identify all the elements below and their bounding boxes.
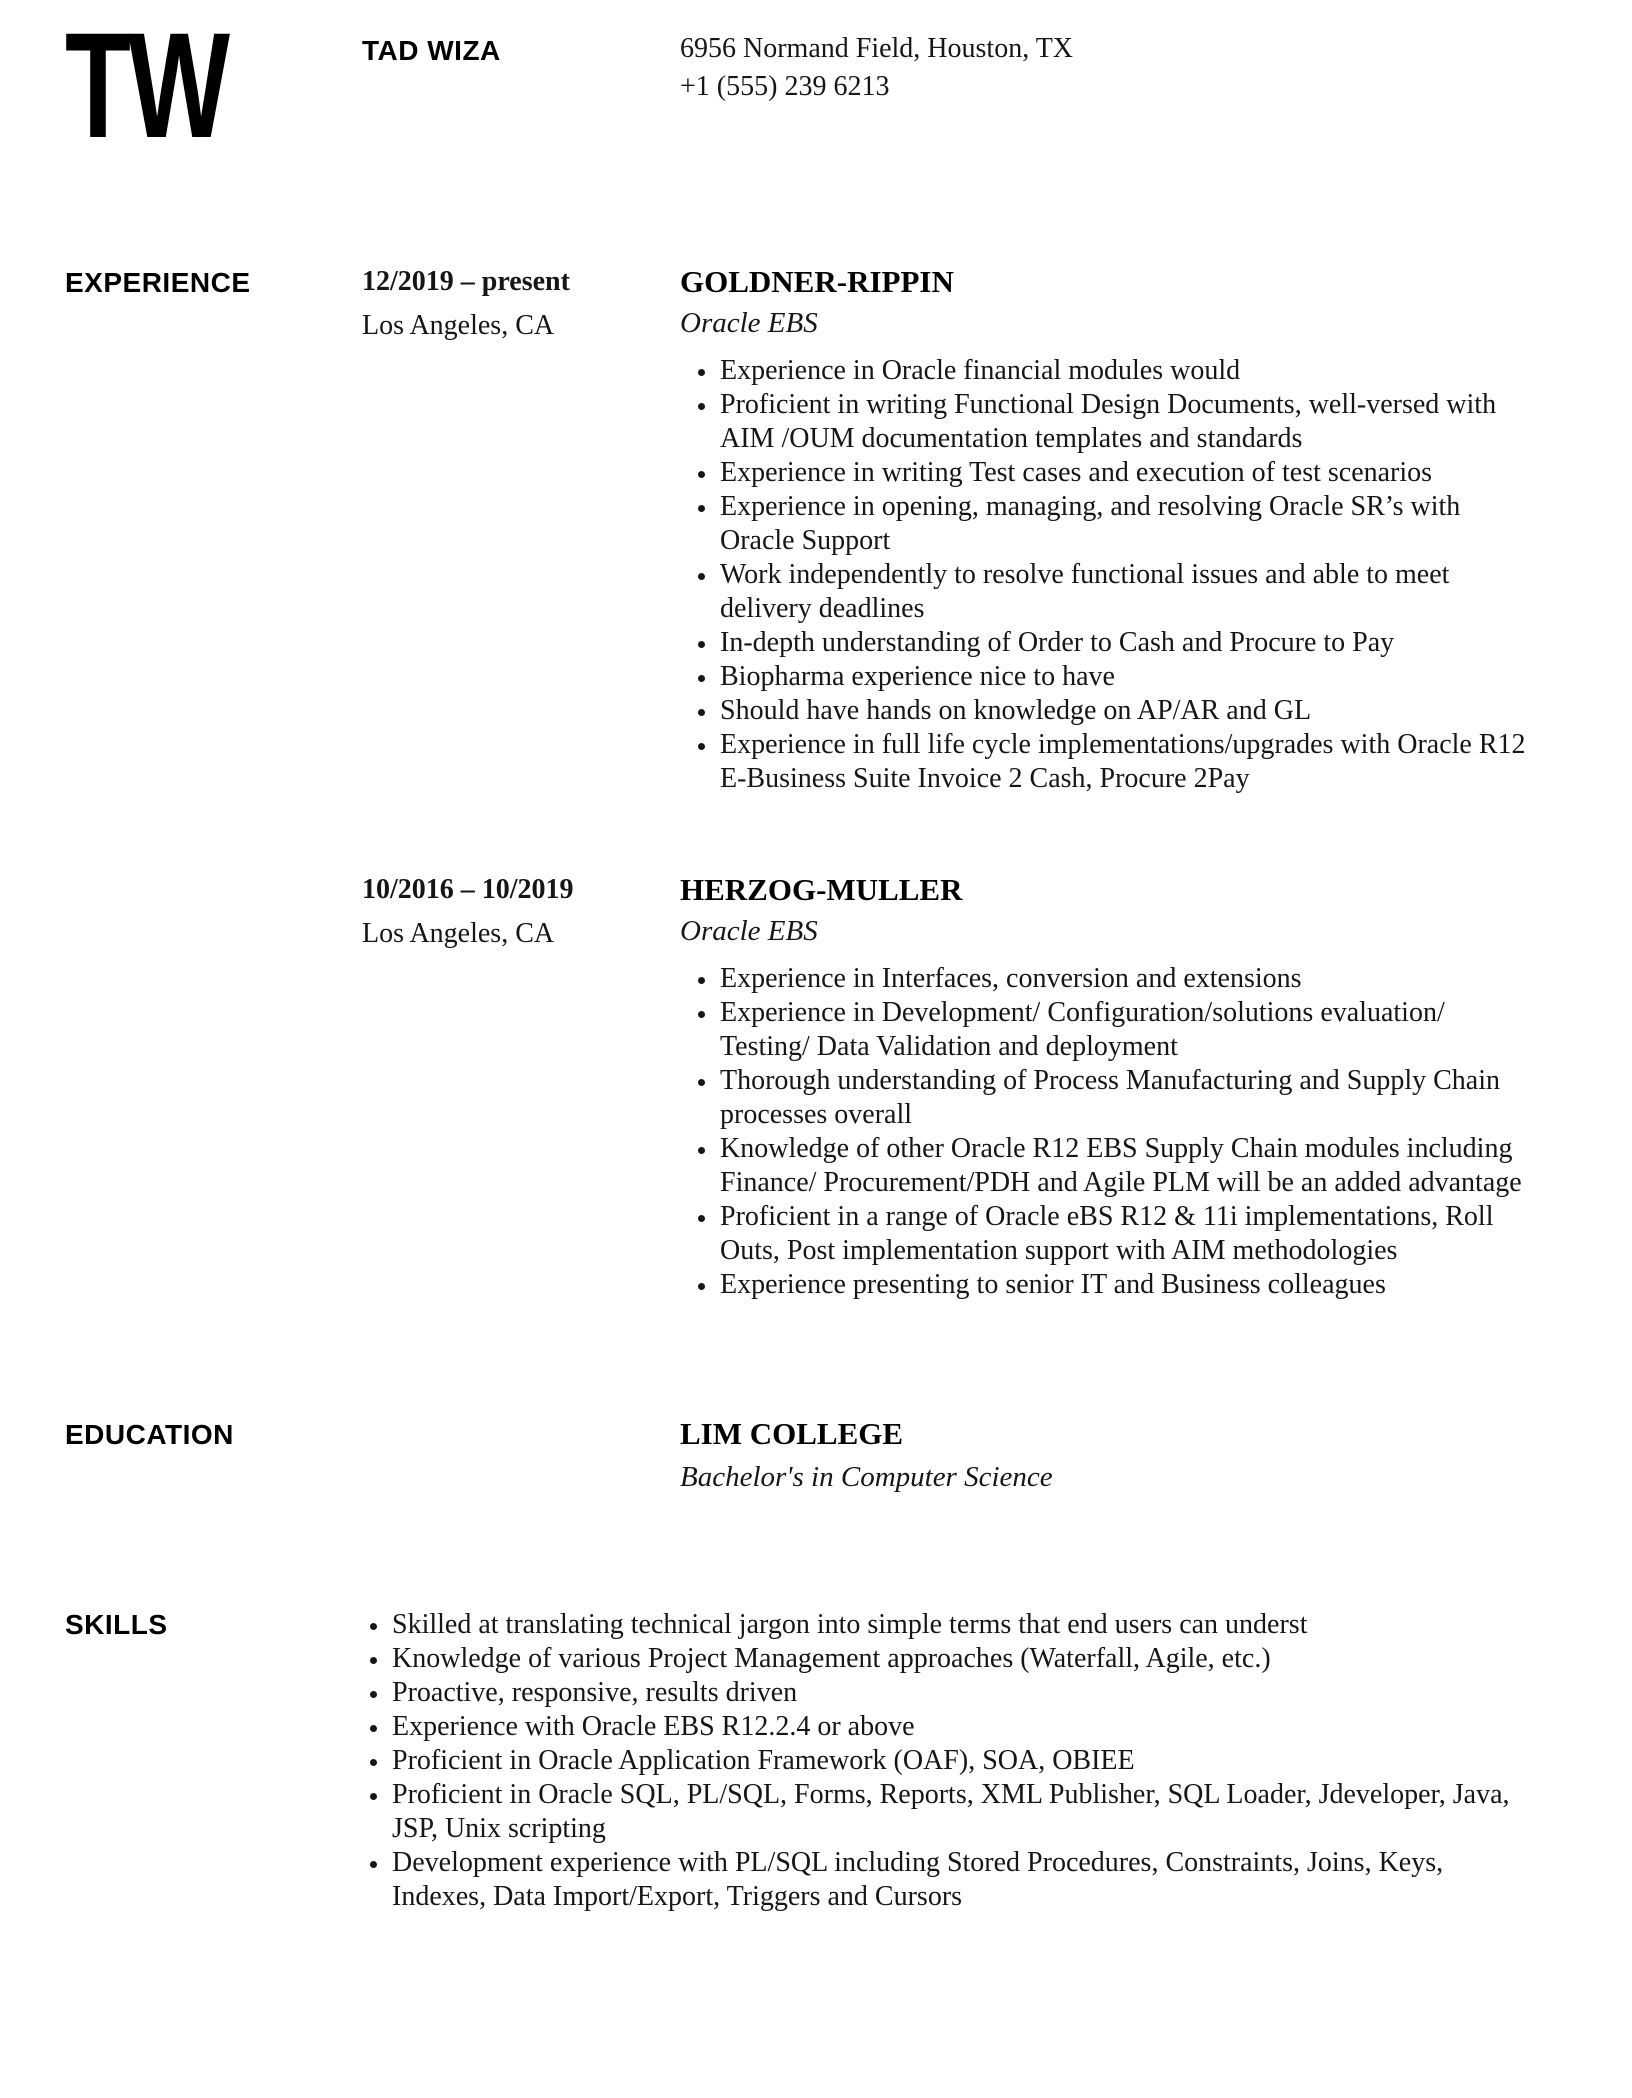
bullet-item: • Proficient in Oracle SQL, PL/SQL, Forms, Reports, XML Publisher, SQL Loader, Jdeveloper, Java, JSP, Unix scripting bbox=[390, 1778, 1540, 1846]
monogram: TW bbox=[65, 1, 228, 169]
bullet-item: • Experience presenting to senior IT and Business colleagues bbox=[718, 1268, 1540, 1302]
bullet-item: • Proficient in writing Functional Design Documents, well-versed with AIM /OUM documentation templates and standards bbox=[718, 388, 1540, 456]
education-content bbox=[680, 1416, 1540, 1494]
bullet-item: • Skilled at translating technical jargon into simple terms that end users can underst bbox=[390, 1608, 1540, 1642]
bullet-item: • Proficient in Oracle Application Framework (OAF), SOA, OBIEE bbox=[390, 1744, 1540, 1778]
contact-phone: +1 (555) 239 6213 bbox=[680, 71, 890, 102]
person-name: TAD WIZA bbox=[362, 35, 501, 66]
bullet-item: • Should have hands on knowledge on AP/AR and GL bbox=[718, 694, 1540, 728]
bullet-item: • Experience in Development/ Configuration/solutions evaluation/ Testing/ Data Validation and deployment bbox=[718, 996, 1540, 1064]
bullet-item: • In-depth understanding of Order to Cash and Procure to Pay bbox=[718, 626, 1540, 660]
job2-role: Oracle EBS bbox=[680, 915, 818, 947]
education-label: EDUCATION bbox=[65, 1419, 234, 1450]
skills-label: SKILLS bbox=[65, 1609, 168, 1640]
job2-location: Los Angeles, CA bbox=[362, 918, 555, 949]
job1-role: Oracle EBS bbox=[680, 307, 818, 339]
bullet-item: • Experience in writing Test cases and execution of test scenarios bbox=[718, 456, 1540, 490]
job2-dates: 10/2016 – 10/2019 bbox=[362, 874, 574, 905]
bullet-item: • Experience in opening, managing, and resolving Oracle SR’s with Oracle Support bbox=[718, 490, 1540, 558]
job1-location: Los Angeles, CA bbox=[362, 310, 555, 341]
job2-content bbox=[680, 872, 1540, 1302]
bullet-item: • Biopharma experience nice to have bbox=[718, 660, 1540, 694]
bullet-item: • Experience with Oracle EBS R12.2.4 or above bbox=[390, 1710, 1540, 1744]
education-degree: Bachelor's in Computer Science bbox=[680, 1461, 1053, 1493]
job2-meta bbox=[362, 872, 680, 1302]
bullet-item: • Knowledge of various Project Management approaches (Waterfall, Agile, etc.) bbox=[390, 1642, 1540, 1676]
bullet-item: • Knowledge of other Oracle R12 EBS Supply Chain modules including Finance/ Procurement/PDH and Agile PLM will be an added advantage bbox=[718, 1132, 1540, 1200]
skills-bullet-list bbox=[362, 1608, 1540, 1914]
skills-content bbox=[362, 1606, 1540, 1914]
bullet-item: • Experience in full life cycle implementations/upgrades with Oracle R12 E-Business Suite Invoice 2 Cash, Procure 2Pay bbox=[718, 728, 1540, 796]
contact-address: 6956 Normand Field, Houston, TX bbox=[680, 33, 1074, 64]
job1-dates: 12/2019 – present bbox=[362, 266, 570, 297]
monogram-cell bbox=[65, 1, 362, 169]
job2-company: HERZOG-MULLER bbox=[680, 872, 963, 907]
skills-section bbox=[0, 1606, 1632, 1914]
job1-company: GOLDNER-RIPPIN bbox=[680, 264, 954, 299]
bullet-item: • Development experience with PL/SQL including Stored Procedures, Constraints, Joins, Keys, Indexes, Data Import/Export, Triggers and Cursors bbox=[390, 1846, 1540, 1914]
bullet-item: • Work independently to resolve functional issues and able to meet delivery deadlines bbox=[718, 558, 1540, 626]
bullet-item: • Thorough understanding of Process Manufacturing and Supply Chain processes overall bbox=[718, 1064, 1540, 1132]
job1-meta bbox=[362, 264, 680, 796]
bullet-item: • Proactive, responsive, results driven bbox=[390, 1676, 1540, 1710]
job2-label-spacer bbox=[65, 872, 362, 1302]
name-cell bbox=[362, 28, 680, 142]
job1-content bbox=[680, 264, 1540, 796]
job1-bullet-list bbox=[680, 354, 1540, 796]
contact-info bbox=[680, 28, 1540, 142]
experience-section bbox=[0, 264, 1632, 796]
experience-label: EXPERIENCE bbox=[65, 267, 251, 298]
bullet-item: • Experience in Oracle financial modules would bbox=[718, 354, 1540, 388]
job2-bullet-list bbox=[680, 962, 1540, 1302]
header bbox=[0, 1, 1632, 169]
education-section bbox=[0, 1416, 1632, 1494]
education-meta-spacer bbox=[362, 1416, 680, 1494]
bullet-item: • Proficient in a range of Oracle eBS R12 & 11i implementations, Roll Outs, Post implementation support with AIM methodologies bbox=[718, 1200, 1540, 1268]
job2-block bbox=[0, 872, 1632, 1302]
bullet-item: • Experience in Interfaces, conversion and extensions bbox=[718, 962, 1540, 996]
education-school: LIM COLLEGE bbox=[680, 1416, 904, 1451]
